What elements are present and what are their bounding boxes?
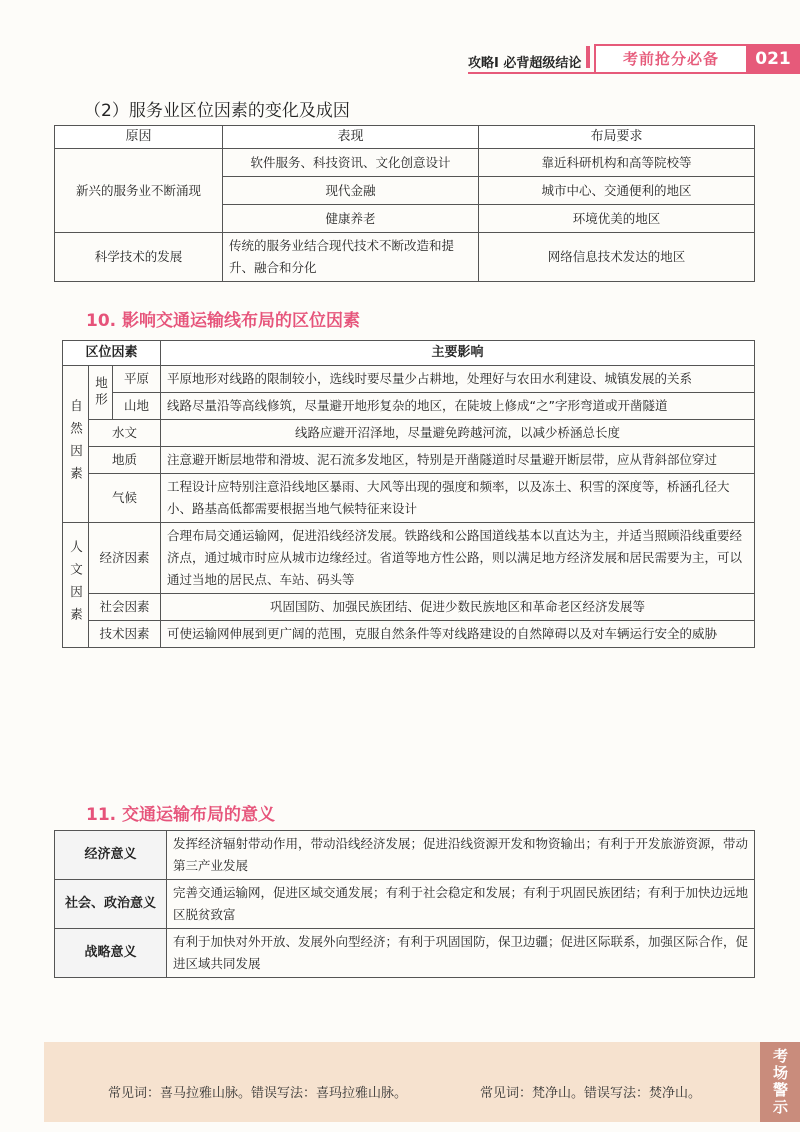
mountain-label: 山地	[113, 393, 161, 420]
significance-label: 战略意义	[55, 929, 167, 978]
hydrology-text: 线路应避开沼泽地，尽量避免跨越河流，以减少桥涵总长度	[161, 420, 755, 447]
service-location-table	[54, 125, 755, 282]
table-row	[55, 149, 755, 177]
performance-cell: 健康养老	[223, 205, 479, 233]
table-row	[55, 880, 755, 929]
table-row	[63, 393, 755, 420]
column-header: 主要影响	[161, 341, 755, 366]
performance-cell: 传统的服务业结合现代技术不断改造和提升、融合和分化	[223, 233, 479, 282]
column-header: 布局要求	[479, 126, 755, 149]
table-row	[55, 929, 755, 978]
header-rule	[468, 72, 594, 74]
transport-section-title: 10. 影响交通运输线布局的区位因素	[86, 311, 361, 331]
header-separator	[586, 46, 590, 68]
table-row	[63, 366, 755, 393]
human-factors-label: 人文因素	[63, 523, 89, 648]
footer-note: 常见词：梵净山。错误写法：焚净山。	[480, 1086, 702, 1101]
column-header: 区位因素	[63, 341, 161, 366]
transport-factors-table	[62, 340, 755, 648]
reason-cell: 科学技术的发展	[55, 233, 223, 282]
social-text: 巩固国防、加强民族团结、促进少数民族地区和革命老区经济发展等	[161, 594, 755, 621]
technical-label: 技术因素	[89, 621, 161, 648]
table-row	[63, 420, 755, 447]
mountain-text: 线路尽量沿等高线修筑，尽量避开地形复杂的地区，在陡坡上修成“之”字形弯道或开凿隧道	[161, 393, 755, 420]
performance-cell: 现代金融	[223, 177, 479, 205]
economic-label: 经济因素	[89, 523, 161, 594]
significance-label: 经济意义	[55, 831, 167, 880]
geology-label: 地质	[89, 447, 161, 474]
table-header-row	[55, 126, 755, 149]
climate-text: 工程设计应特别注意沿线地区暴雨、大风等出现的强度和频率，以及冻土、积雪的深度等，桥涵孔径大小、路基高低都需要根据当地气候特征来设计	[161, 474, 755, 523]
significance-label: 社会、政治意义	[55, 880, 167, 929]
footer-note: 常见词：喜马拉雅山脉。错误写法：喜玛拉雅山脉。	[108, 1086, 408, 1101]
page-number: 021	[746, 44, 800, 74]
social-label: 社会因素	[89, 594, 161, 621]
table-row	[63, 474, 755, 523]
footer-tab: 考场警示	[760, 1042, 800, 1122]
requirement-cell: 靠近科研机构和高等院校等	[479, 149, 755, 177]
table-row	[55, 233, 755, 282]
table-row	[63, 523, 755, 594]
geology-text: 注意避开断层地带和滑坡、泥石流多发地区，特别是开凿隧道时尽量避开断层带，应从背斜部位穿过	[161, 447, 755, 474]
footer-band	[44, 1042, 800, 1122]
column-header: 原因	[55, 126, 223, 149]
significance-section-title: 11. 交通运输布局的意义	[86, 805, 276, 825]
header-badge: 考前抢分必备	[594, 44, 748, 74]
significance-text: 有利于加快对外开放、发展外向型经济；有利于巩固国防，保卫边疆；促进区际联系，加强区际合作，促进区域共同发展	[167, 929, 755, 978]
page-header	[468, 44, 800, 78]
natural-factors-label: 自然因素	[63, 366, 89, 523]
hydrology-label: 水文	[89, 420, 161, 447]
table-row	[63, 447, 755, 474]
terrain-label: 地形	[89, 366, 113, 420]
table-row	[55, 831, 755, 880]
technical-text: 可使运输网伸展到更广阔的范围，克服自然条件等对线路建设的自然障碍以及对车辆运行安全的威胁	[161, 621, 755, 648]
climate-label: 气候	[89, 474, 161, 523]
significance-text: 完善交通运输网，促进区域交通发展；有利于社会稳定和发展；有利于巩固民族团结；有利于加快边远地区脱贫致富	[167, 880, 755, 929]
column-header: 表现	[223, 126, 479, 149]
significance-text: 发挥经济辐射带动作用，带动沿线经济发展；促进沿线资源开发和物资输出；有利于开发旅游资源，带动第三产业发展	[167, 831, 755, 880]
economic-text: 合理布局交通运输网，促进沿线经济发展。铁路线和公路国道线基本以直达为主，并适当照顾沿线重要经济点，通过城市时应从城市边缘经过。省道等地方性公路，则以满足地方经济发展和居民需要为主，可以通过当地的居民点、车站、码头等	[161, 523, 755, 594]
table-header-row	[63, 341, 755, 366]
reason-cell: 新兴的服务业不断涌现	[55, 149, 223, 233]
service-section-title: （2）服务业区位因素的变化及成因	[84, 101, 350, 121]
table-row	[63, 594, 755, 621]
performance-cell: 软件服务、科技资讯、文化创意设计	[223, 149, 479, 177]
significance-table	[54, 830, 755, 978]
requirement-cell: 环境优美的地区	[479, 205, 755, 233]
requirement-cell: 城市中心、交通便利的地区	[479, 177, 755, 205]
table-row	[63, 621, 755, 648]
plain-text: 平原地形对线路的限制较小，选线时要尽量少占耕地，处理好与农田水利建设、城镇发展的关系	[161, 366, 755, 393]
plain-label: 平原	[113, 366, 161, 393]
header-crumb: 攻略Ⅰ 必背超级结论	[468, 56, 582, 71]
requirement-cell: 网络信息技术发达的地区	[479, 233, 755, 282]
